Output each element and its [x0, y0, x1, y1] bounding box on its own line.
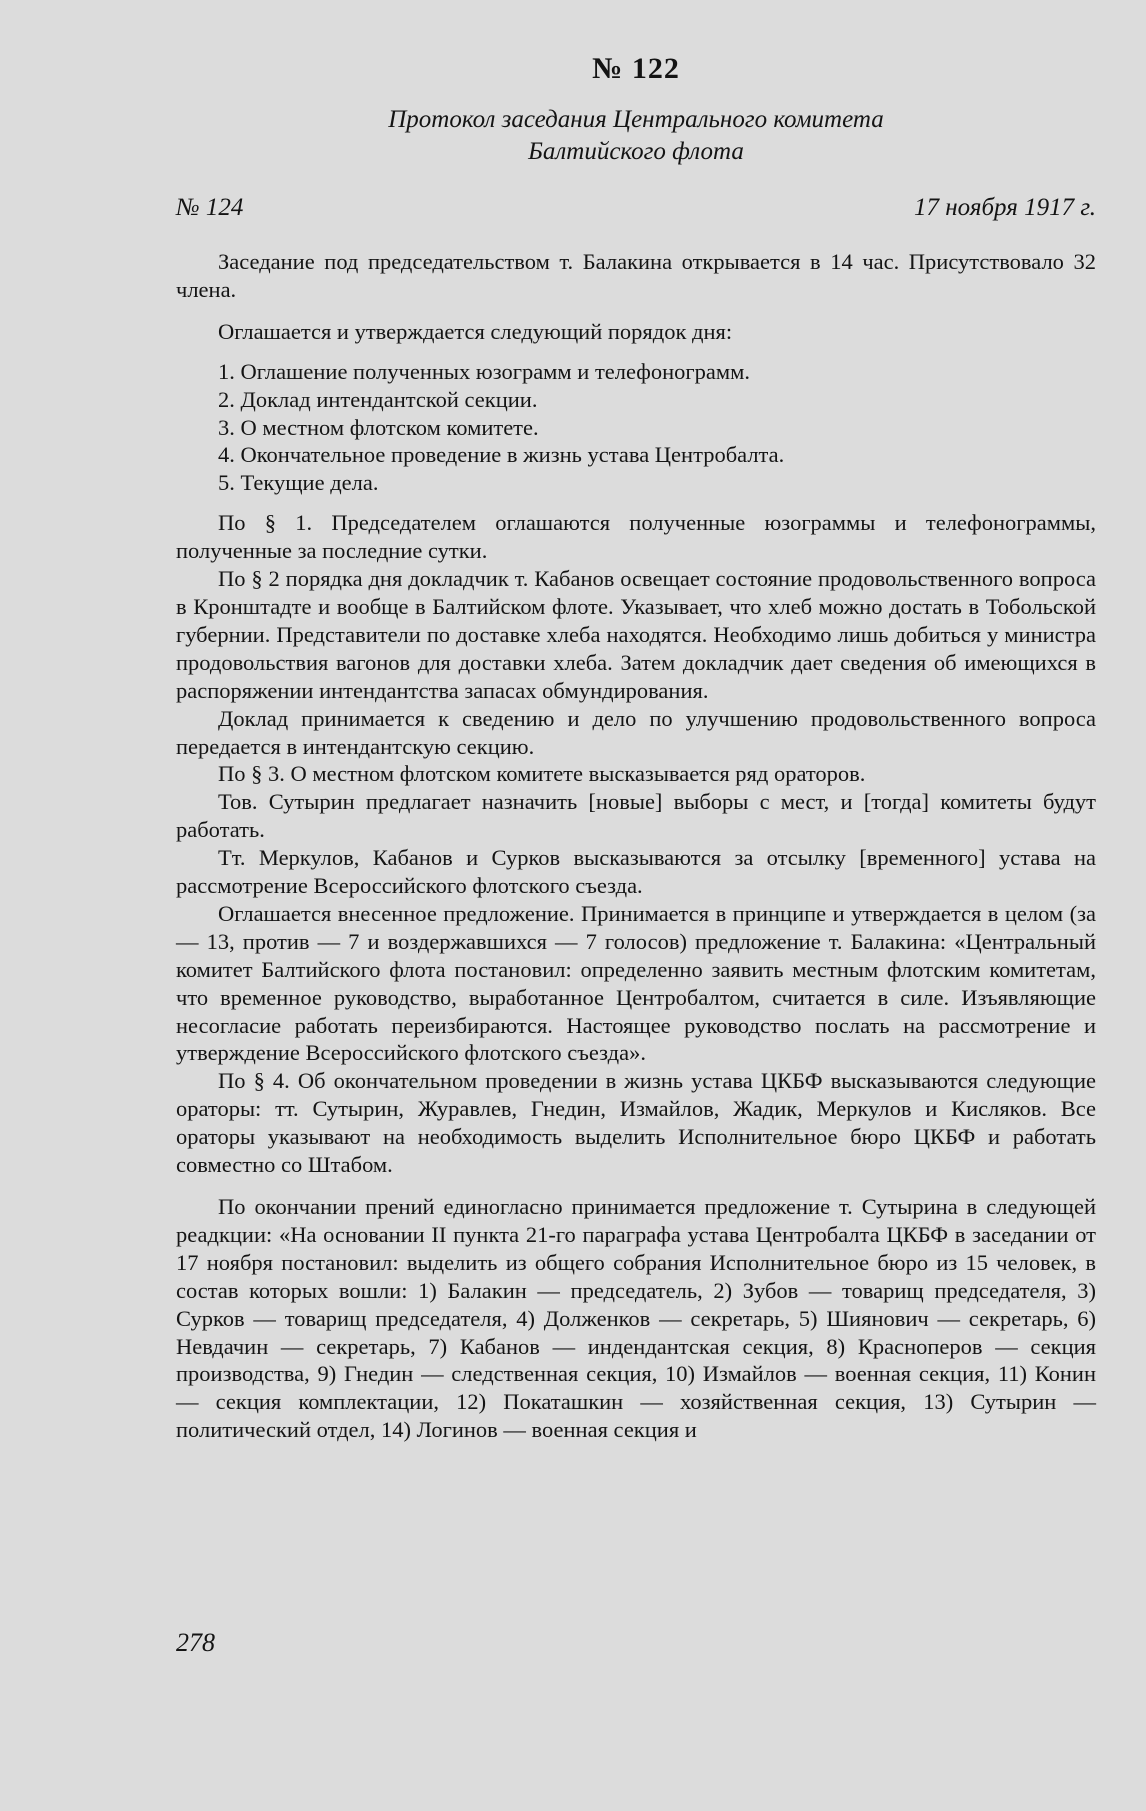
protocol-meta [176, 194, 1096, 222]
agenda-item: 2. Доклад интендантской секции. [218, 386, 538, 412]
agenda-item: 1. Оглашение полученных юзограмм и телефонограмм. [218, 358, 750, 384]
protocol-date: 17 ноября 1917 г. [914, 194, 1096, 221]
body-paragraph: Оглашается внесенное предложение. Принимается в принципе и утверждается в целом (за — 13, против — 7 и воздержавшихся — 7 голосов) предложение т. Балакина: «Центральный комитет Балтийского флота постановил: определенно заявить местным флотским комитетам, что временное руководство, выработанное Центробалтом, считается в силе. Изъявляющие несогласие работать переизбираются. Настоящее руководство послать на рассмотрение и утверждение Всероссийского флотского съезда». [176, 900, 1096, 1066]
body-paragraph: Доклад принимается к сведению и дело по улучшению продовольственного вопроса передается в интендантскую секцию. [176, 705, 1096, 759]
agenda-item: 5. Текущие дела. [218, 470, 379, 496]
document-title-line-2: Балтийского флота [528, 138, 744, 165]
document-title-line-1: Протокол заседания Центрального комитета [388, 106, 884, 133]
body-paragraph: По § 2 порядка дня докладчик т. Кабанов освещает состояние продовольственного вопроса в Кронштадте и вообще в Балтийском флоте. Указывает, что хлеб можно достать в Тобольской губернии. Представители по доставке хлеба находятся. Необходимо лишь добиться у министра продовольствия вагонов для доставки хлеба. Затем докладчик дает сведения об имеющихся в распоряжении интендантства запасах обмундирования. [176, 566, 1096, 703]
protocol-number: № 124 [176, 194, 244, 221]
agenda-item: 3. О местном флотском комитете. [218, 414, 539, 440]
agenda-item: 4. Окончательное проведение в жизнь устава Центробалта. [218, 442, 785, 468]
document-body [176, 248, 1096, 1444]
page-number: 278 [176, 1628, 215, 1657]
document-number: № 122 [592, 52, 680, 85]
intro-paragraph: Заседание под председательством т. Балакина открывается в 14 час. Присутствовало 32 члена. [176, 249, 1096, 302]
body-paragraph: По окончании прений единогласно принимается предложение т. Сутырина в следующей реадкции: «На основании II пункта 21-го параграфа устава Центробалта ЦКБФ в заседании от 17 ноября постановил: выделить из общего собрания Исполнительное бюро из 15 человек, в состав которых вошли: 1) Балакин — председатель, 2) Зубов — товарищ председателя, 3) Сурков — товарищ председателя, 4) Долженков — секретарь, 5) Шиянович — секретарь, 6) Невдачин — секретарь, 7) Кабанов — индендантская секция, 8) Красноперов — секция производства, 9) Гнедин — следственная секция, 10) Измайлов — военная секция, 11) Конин — секция комплектации, 12) Покаташкин — хозяйственная секция, 13) Сутырин — политический отдел, 14) Логинов — военная секция и [176, 1194, 1096, 1443]
body-paragraph: По § 1. Председателем оглашаются полученные юзограммы и телефонограммы, полученные за последние сутки. [176, 510, 1096, 564]
body-paragraph: По § 3. О местном флотском комитете высказывается ряд ораторов. [218, 761, 866, 787]
body-paragraph: Тов. Сутырин предлагает назначить [новые] выборы с мест, и [тогда] комитеты будут работать. [176, 789, 1096, 843]
agenda-intro: Оглашается и утверждается следующий порядок дня: [218, 318, 733, 344]
agenda-list [176, 358, 1096, 498]
body-paragraph: Тт. Меркулов, Кабанов и Сурков высказываются за отсылку [временного] устава на рассмотрение Всероссийского флотского съезда. [176, 845, 1096, 899]
body-paragraph: По § 4. Об окончательном проведении в жизнь устава ЦКБФ высказываются следующие ораторы: тт. Сутырин, Журавлев, Гнедин, Измайлов, Жадик, Меркулов и Кисляков. Все ораторы указывают на необходимость выделить Исполнительное бюро ЦКБФ и работать совместно со Штабом. [176, 1068, 1096, 1178]
